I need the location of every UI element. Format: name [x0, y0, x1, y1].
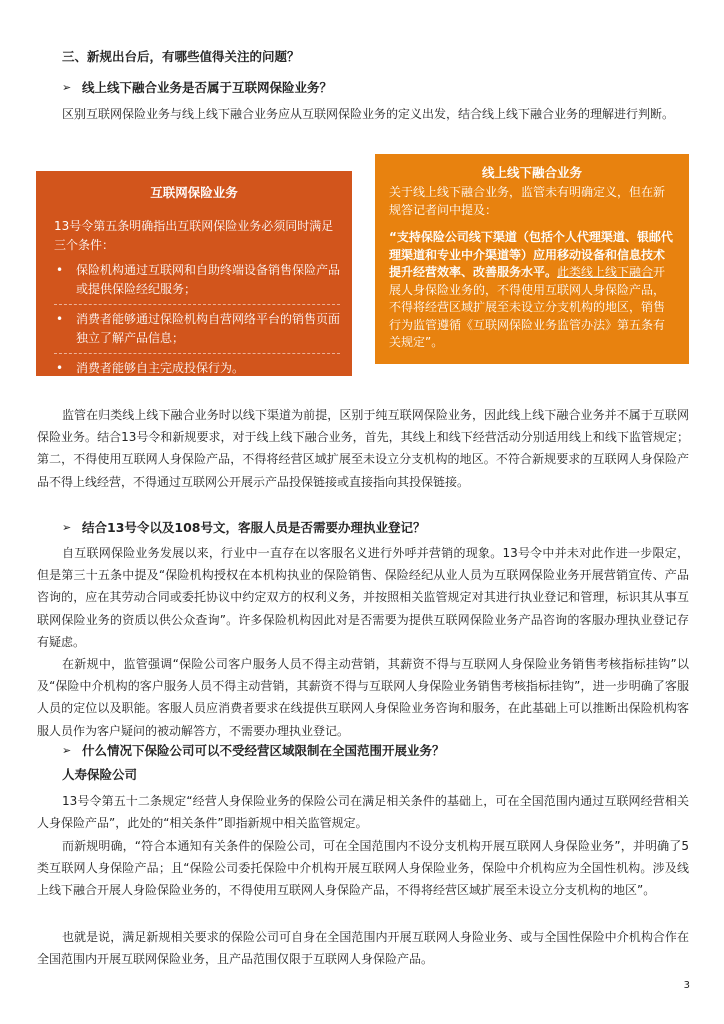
condition-list: [54, 261, 340, 383]
question-heading-3: 什么情况下保险公司可以不受经营区域限制在全国范围开展业务？: [82, 743, 445, 758]
paragraph-2: 监管在归类线上线下融合业务时以线下渠道为前提，区别于纯互联网保险业务，因此线上线下融合业务并不属于互联网保险业务。结合13号令和新规要求，对于线上线下融合业务，首先，其线上和线下经营活动分别适用线上和线下监管规定；第二，不得使用互联网人身保险产品，不得将经营区域扩展至未设立分支机构的地区。不符合新规要求的互联网人身保险产品不得上线经营，不得通过互联网公开展示产品投保链接或直接指向其投保链接。: [37, 408, 689, 489]
paragraph-4: 在新规中，监管强调“保险公司客户服务人员不得主动营销，其薪资不得与互联网人身保险业务销售考核指标挂钩”以及“保险中介机构的客户服务人员不得主动营销，其薪资不得与互联网人身保险业务销售考核指标挂钩”，进一步明确了客服人员的定位以及职能。客服人员应消费者要求在线提供互联网人身保险业务咨询和服务，在此基础上可以推断出保险机构客服人员作为客户疑问的被动解答方，不需要办理执业登记。: [37, 657, 689, 738]
question-heading-2: 结合13号令以及108号文，客服人员是否需要办理执业登记？: [82, 520, 426, 535]
internet-insurance-box: [36, 171, 352, 376]
arrow-bullet-icon: ➢: [62, 81, 72, 94]
list-item: • 保险机构通过互联网和自助终端设备销售保险产品或提供保险经纪服务；: [54, 261, 340, 305]
box-title-right: 线上线下融合业务: [481, 165, 582, 180]
bullet-dot-icon: •: [56, 263, 64, 277]
paragraph-3: 自互联网保险业务发展以来，行业中一直存在以客服名义进行外呼并营销的现象。13号令中并未对此作进一步限定，但是第三十五条中提及“保险机构授权在本机构执业的保险销售、保险经纪从业人员为互联网保险业务开展营销宣传、产品咨询的，应在其劳动合同或委托协议中约定双方的权利义务，并按照相关监管规定对其进行执业登记和管理，标识其从事互联网保险业务的资质以供公众查询”。许多保险机构因此对是否需要为提供互联网保险业务产品咨询的客服办理执业登记存有疑虑。: [37, 546, 689, 649]
paragraph-6: 而新规明确，“符合本通知有关条件的保险公司，可在全国范围内不设分支机构开展互联网人身保险业务”，并明确了5类互联网人身保险产品；且“保险公司委托保险中介机构开展互联网人身保险业务，保险中介机构应为全国性机构。涉及线上线下融合开展人身险保险业务的，不得使用互联网人身保险产品，不得将经营区域扩展至未设立分支机构的地区”。: [37, 839, 689, 898]
section-heading: 三、新规出台后，有哪些值得关注的问题？: [62, 49, 300, 64]
sub-heading-life-insurance: 人寿保险公司: [62, 767, 138, 782]
arrow-bullet-icon: ➢: [62, 521, 72, 534]
regulatory-quote: “支持保险公司线下渠道（包括个人代理渠道、银邮代理渠道和专业中介渠道等）应用移动设备和信息技术提升经营效率、改善服务水平。此类线上线下融合开展人身保险业务的，不得使用互联网人身保险产品，不得将经营区域扩展至未设立分支机构的地区，销售行为监管遵循《互联网保险业务监管办法》第五条有关规定”。: [389, 230, 673, 349]
box-title-left: 互联网保险业务: [150, 185, 238, 200]
box-intro-right: 关于线上线下融合业务，监管未有明确定义，但在新规答记者问中提及：: [389, 185, 666, 217]
paragraph-5: 13号令第五十二条规定“经营人身保险业务的保险公司在满足相关条件的基础上，可在全国范围内通过互联网经营相关人身保险产品”，此处的“相关条件”即指新规中相关监管规定。: [37, 794, 689, 831]
box-intro-left: 13号令第五条明确指出互联网保险业务必须同时满足三个条件：: [54, 219, 334, 252]
page-number: 3: [683, 980, 690, 991]
list-item: • 消费者能够自主完成投保行为。: [54, 359, 340, 383]
bullet-dot-icon: •: [56, 312, 64, 326]
list-item: • 消费者能够通过保险机构自营网络平台的销售页面独立了解产品信息；: [54, 310, 340, 354]
question-heading-1: 线上线下融合业务是否属于互联网保险业务？: [82, 80, 333, 95]
online-offline-box: [375, 154, 689, 364]
paragraph-7: 也就是说，满足新规相关要求的保险公司可自身在全国范围内开展互联网人身险业务、或与全国性保险中介机构合作在全国范围内开展互联网保险业务，且产品范围仅限于互联网人身保险产品。: [37, 930, 689, 967]
arrow-bullet-icon: ➢: [62, 744, 72, 757]
paragraph-1: 区别互联网保险业务与线上线下融合业务应从互联网保险业务的定义出发，结合线上线下融合业务的理解进行判断。: [62, 107, 675, 121]
bullet-dot-icon: •: [56, 361, 64, 375]
